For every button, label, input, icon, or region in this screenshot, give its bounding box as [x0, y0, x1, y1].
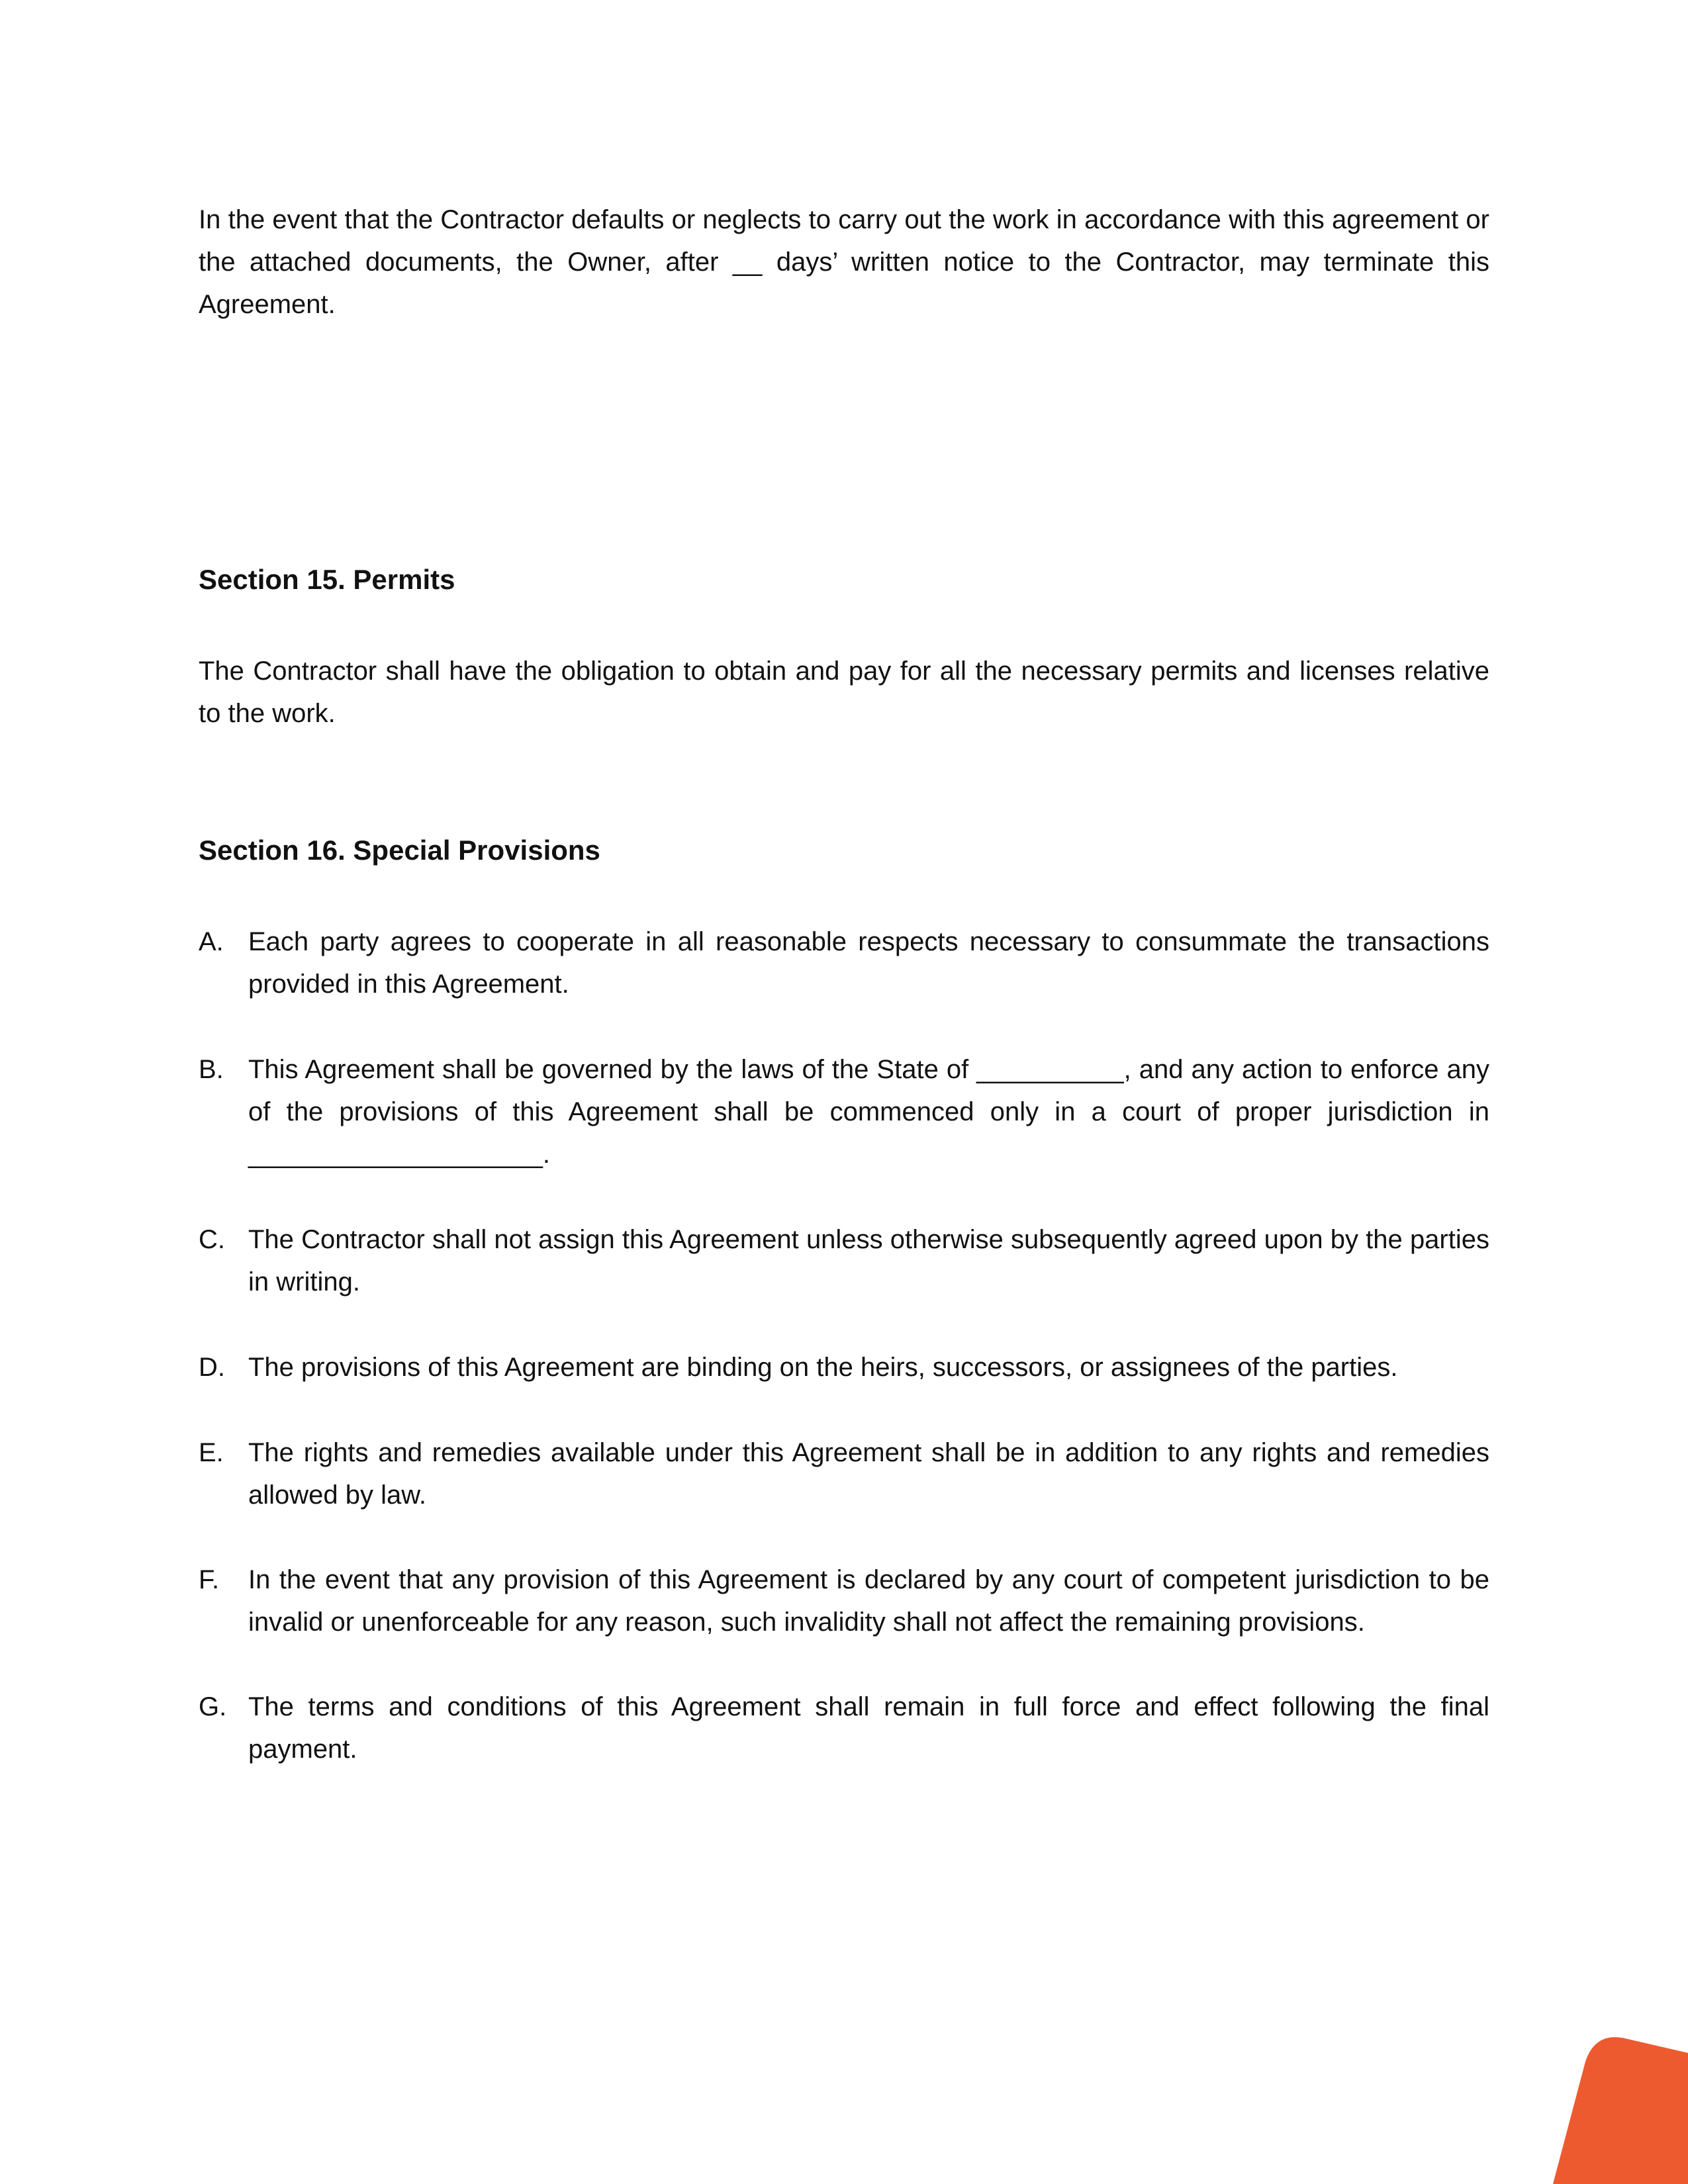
provision-text: The terms and conditions of this Agreement shall remain in full force and effect following the final payment.: [248, 1692, 1489, 1764]
section-15-heading: Section 15. Permits: [199, 564, 455, 595]
provision-text: In the event that any provision of this Agreement is declared by any court of competent jurisdiction to be invalid or unenforceable for any reason, such invalidity shall not affect the remaining provisions.: [248, 1565, 1489, 1637]
provision-text: The Contractor shall not assign this Agreement unless otherwise subsequently agreed upon by the parties in writing.: [248, 1225, 1489, 1297]
corner-accent-shape: [1476, 2012, 1688, 2184]
provision-text: The rights and remedies available under this Agreement shall be in addition to any rights and remedies allowed by law.: [248, 1438, 1489, 1510]
provision-letter: D.: [199, 1353, 225, 1382]
provision-letter: E.: [199, 1438, 224, 1467]
provision-text: Each party agrees to cooperate in all reasonable respects necessary to consummate the transactions provided in this Agreement.: [248, 927, 1489, 999]
provision-text: The provisions of this Agreement are binding on the heirs, successors, or assignees of the parties.: [248, 1353, 1398, 1382]
provision-letter: A.: [199, 927, 224, 956]
provision-letter: G.: [199, 1692, 227, 1721]
termination-paragraph: In the event that the Contractor defaults or neglects to carry out the work in accordance with this agreement or the attached documents, the Owner, after __ days’ written notice to the Contractor, may terminate this Agreement.: [199, 205, 1489, 319]
section-15-body: The Contractor shall have the obligation to obtain and pay for all the necessary permits and licenses relative to the work.: [199, 657, 1489, 728]
provision-letter: C.: [199, 1225, 225, 1254]
section-16-heading: Section 16. Special Provisions: [199, 835, 600, 866]
provision-letter: B.: [199, 1055, 224, 1084]
provision-text: This Agreement shall be governed by the laws of the State of __________, and any action to enforce any of the provisions of this Agreement shall be commenced only in a court of proper jurisdiction in ____________________.: [248, 1055, 1489, 1169]
provision-letter: F.: [199, 1565, 220, 1594]
